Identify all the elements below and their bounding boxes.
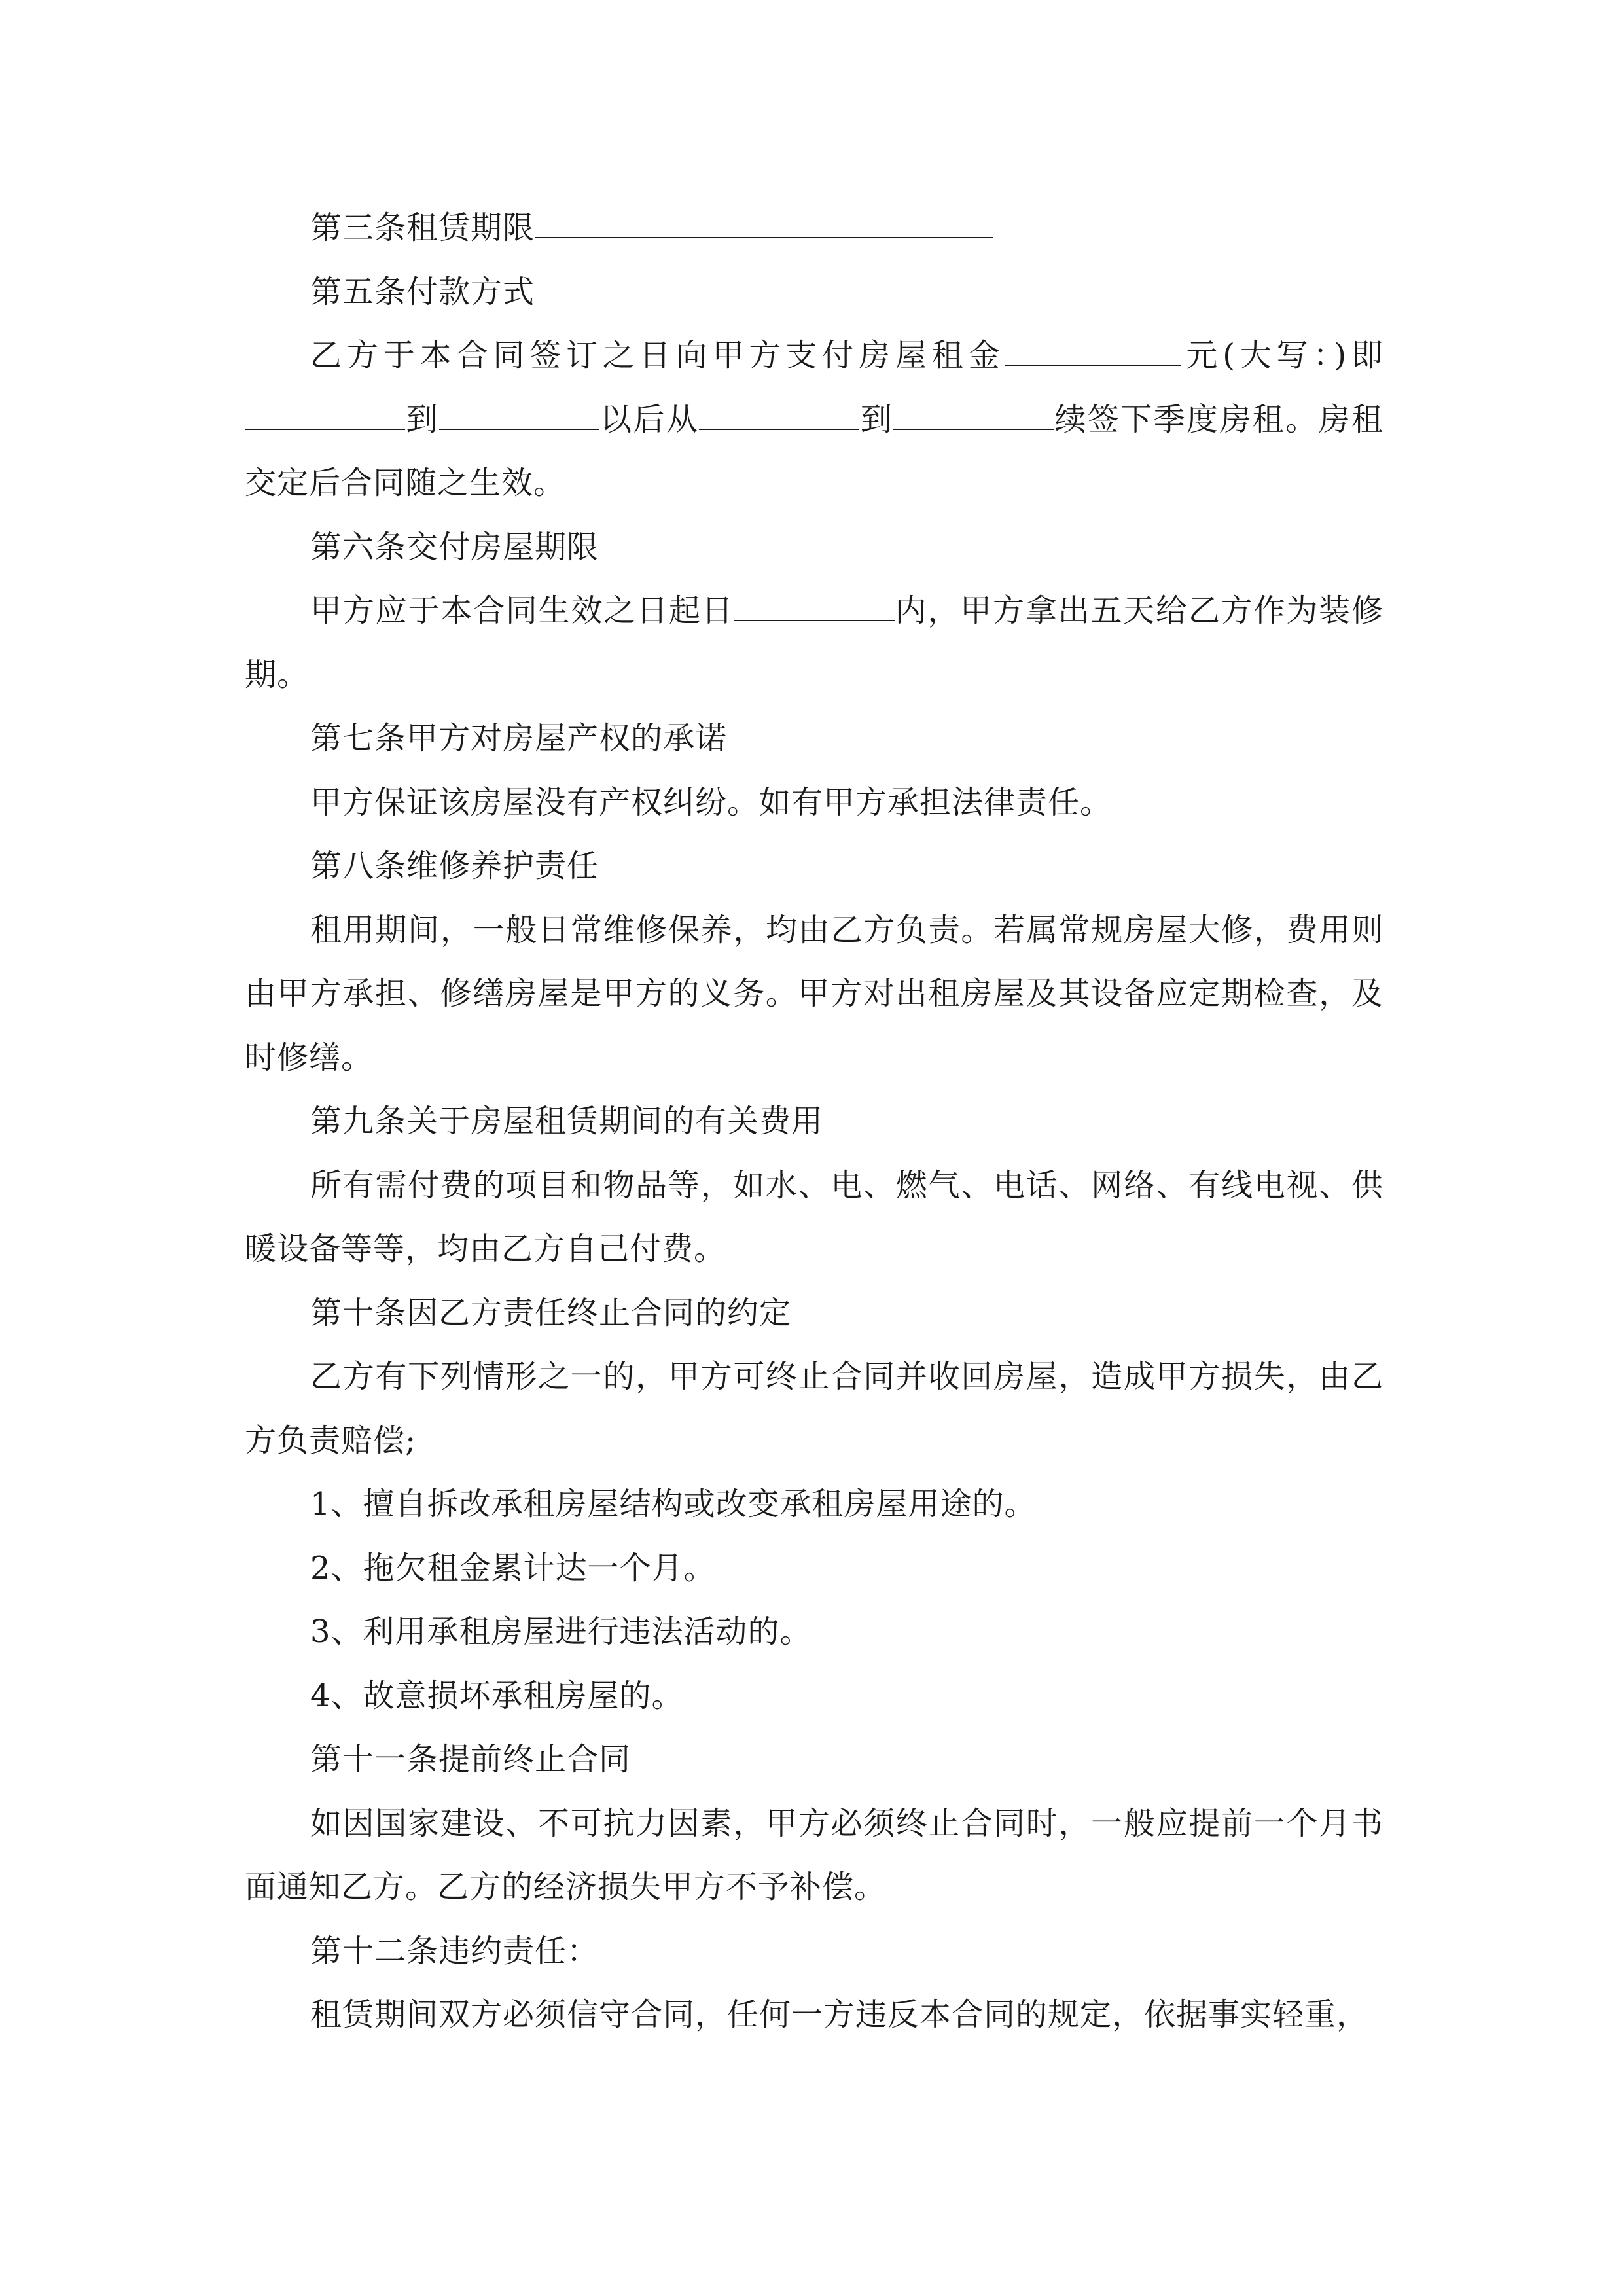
start-date-blank	[245, 389, 405, 430]
article-5-heading: 第五条付款方式	[310, 273, 535, 310]
article-6-heading: 第六条交付房屋期限	[310, 528, 599, 565]
lease-term-blank	[535, 198, 993, 238]
rent-amount-blank	[1005, 325, 1181, 366]
article-11-heading: 第十一条提前终止合同	[310, 1741, 632, 1778]
list-item: 3、利用承租房屋进行违法活动的。	[310, 1613, 812, 1650]
article-9-text: 所有需付费的项目和物品等，如水、电、燃气、电话、网络、有线电视、供暖设备等等，均由乙方自己付费。	[245, 1166, 1383, 1267]
article-10-heading: 第十条因乙方责任终止合同的约定	[310, 1294, 792, 1331]
article-7-text: 甲方保证该房屋没有产权纠纷。如有甲方承担法律责任。	[310, 783, 1113, 821]
renew-end-blank	[893, 389, 1054, 430]
end-date-blank	[439, 389, 599, 430]
article-3-heading: 第三条租赁期限	[245, 196, 1383, 260]
list-item: 2、拖欠租金累计达一个月。	[310, 1549, 716, 1587]
article-5-text: 乙方于本合同签订之日向甲方支付房屋租金 元(大写：)即到 以后从 到 续签下季度房租。房租交定后合同随之生效。	[245, 324, 1383, 516]
article-6-text: 甲方应于本合同生效之日起日 内，甲方拿出五天给乙方作为装修期。	[245, 579, 1383, 707]
article-12-text: 租赁期间双方必须信守合同，任何一方违反本合同的规定，依据事实轻重，	[310, 1996, 1369, 2033]
renew-start-blank	[699, 389, 859, 430]
handover-days-blank	[734, 581, 895, 621]
list-item: 4、故意损坏承租房屋的。	[310, 1677, 684, 1714]
article-11-text: 如因国家建设、不可抗力因素，甲方必须终止合同时，一般应提前一个月书面通知乙方。乙方的经济损失甲方不予补偿。	[245, 1804, 1383, 1905]
list-item: 1、擅自拆改承租房屋结构或改变承租房屋用途的。	[310, 1486, 1037, 1522]
article-9-heading: 第九条关于房屋租赁期间的有关费用	[310, 1103, 824, 1139]
article-7-heading: 第七条甲方对房屋产权的承诺	[310, 720, 728, 757]
document-body	[245, 196, 1383, 2047]
article-12-heading: 第十二条违约责任：	[310, 1932, 599, 1969]
article-8-text: 租用期间，一般日常维修保养，均由乙方负责。若属常规房屋大修，费用则由甲方承担、修缮房屋是甲方的义务。甲方对出租房屋及其设备应定期检查，及时修缮。	[245, 911, 1383, 1076]
article-8-heading: 第八条维修养护责任	[310, 848, 599, 884]
article-10-text: 乙方有下列情形之一的，甲方可终止合同并收回房屋，造成甲方损失，由乙方负责赔偿;	[245, 1358, 1383, 1459]
